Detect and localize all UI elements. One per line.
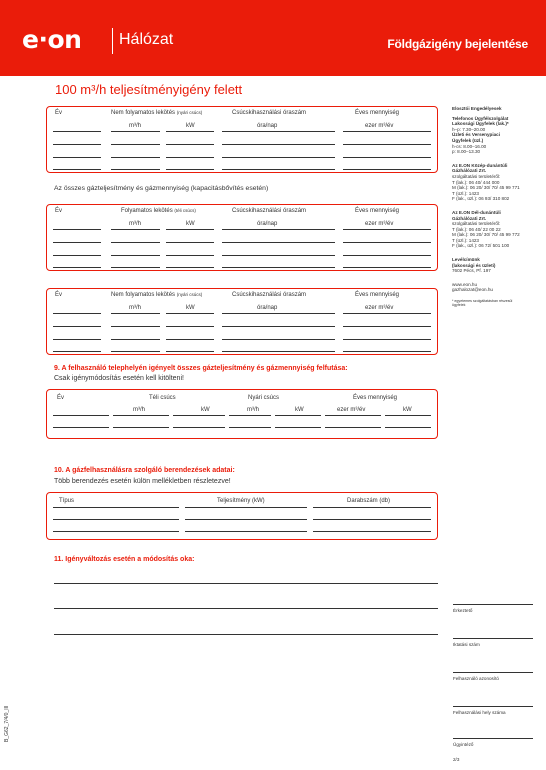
field-line[interactable] [166, 242, 214, 243]
field-line[interactable] [275, 427, 321, 428]
field-line[interactable] [222, 242, 335, 243]
field-line[interactable] [53, 157, 101, 158]
field-line[interactable] [185, 531, 307, 532]
field-line[interactable] [222, 351, 335, 352]
reason-line[interactable] [54, 608, 438, 609]
section-9-title: 9. A felhasználó telephelyén igényelt összes gázteljesítmény és gázmennyiség felfutása: [54, 365, 348, 372]
field-line[interactable] [53, 255, 101, 256]
field-line[interactable] [166, 313, 214, 314]
section-heading: 100 m³/h teljesítményigény felett [55, 82, 243, 97]
unit-hours: óra/nap [257, 123, 278, 129]
contact-sidebar [452, 106, 544, 308]
unit-m3h: m³/h [247, 407, 259, 413]
page-header [0, 0, 546, 76]
field-line[interactable] [166, 267, 214, 268]
footnote: * egyetemes szolgáltatásban részesül [452, 299, 513, 304]
col-header-interruptible [111, 292, 202, 298]
field-line[interactable] [53, 313, 101, 314]
unit-m3h: m³/h [129, 123, 141, 129]
company-contact: szolgáltatási területéről: [452, 173, 501, 179]
col-header-annual: Éves mennyiség [355, 292, 400, 298]
email-link[interactable]: gazhalozat@eon.hu [452, 287, 493, 293]
logo-divider [112, 28, 113, 54]
unit-kw: kW [186, 221, 195, 227]
col-header-peak-hours: Csúcskihasználási óraszám [232, 292, 307, 298]
section-9-subtitle: Csak igénymódosítás esetén kell kitölteni! [54, 375, 184, 382]
field-line[interactable] [222, 157, 335, 158]
capacity-expansion-note: Az összes gázteljesítmény és gázmennyiség (kapacitásbővítés esetén) [54, 185, 269, 192]
office-field-label: Felhasználási hely száma [453, 710, 506, 715]
brand-subtitle: Hálózat [119, 31, 174, 48]
hotline-hours: h–p: 7.30–20.00 [452, 126, 486, 132]
hotline-heading: Lakossági Ügyfelek (lak.)* [452, 121, 509, 127]
office-field-line[interactable] [453, 638, 533, 639]
unit-hours: óra/nap [257, 221, 278, 227]
unit-kw: kW [201, 407, 210, 413]
col-header-text: Folyamatos lekötés [121, 208, 173, 214]
website-link[interactable]: www.eon.hu [452, 281, 478, 287]
hotline-heading: Ügyfelek (üzl.) [452, 137, 484, 143]
field-line[interactable] [166, 157, 214, 158]
field-line[interactable] [111, 229, 160, 230]
field-line[interactable] [166, 326, 214, 327]
field-line[interactable] [325, 415, 381, 416]
field-line[interactable] [53, 169, 101, 170]
unit-kw: kW [186, 123, 195, 129]
hotline-heading: Telefonos Ügyfélszolgálat [452, 115, 509, 121]
field-line[interactable] [166, 255, 214, 256]
field-line[interactable] [113, 415, 169, 416]
col-header-interruptible [111, 110, 202, 116]
reason-line[interactable] [54, 634, 438, 635]
unit-m3h: m³/h [129, 305, 141, 311]
field-line[interactable] [343, 144, 431, 145]
col-header-note: (téli csúcs) [174, 208, 196, 213]
field-line[interactable] [166, 144, 214, 145]
field-line[interactable] [385, 427, 431, 428]
page-number: 2/3 [453, 757, 460, 762]
field-line[interactable] [185, 507, 307, 508]
field-line[interactable] [53, 339, 101, 340]
unit-annual: ezer m³/év [337, 407, 366, 413]
office-field-label: Iktatási szám [453, 642, 480, 647]
field-line[interactable] [275, 415, 321, 416]
col-header-year: Év [55, 208, 63, 214]
field-line[interactable] [166, 351, 214, 352]
document-code: B_G62_7/4/0_III [4, 705, 10, 742]
field-line[interactable] [53, 519, 179, 520]
field-line[interactable] [343, 339, 431, 340]
unit-annual: ezer m³/év [365, 305, 394, 311]
office-field-label: Felhasználó azonosító [453, 676, 499, 681]
hotline-heading: Üzleti és Versenypiaci [452, 132, 501, 138]
unit-annual: ezer m³/év [365, 123, 394, 129]
field-line[interactable] [111, 131, 160, 132]
company-name: Gázhálózati Zrt. [452, 215, 487, 221]
company-contact: T (üzl.): 1423 [452, 237, 479, 243]
col-header-note: (nyári csúcs) [176, 292, 203, 297]
field-line[interactable] [173, 415, 225, 416]
office-title: Elosztói Engedélyesek [452, 106, 502, 111]
col-header-year: Év [55, 110, 63, 116]
field-line[interactable] [113, 427, 169, 428]
company-contact: F (lak., üzl.): 06 93/ 310 802 [452, 196, 510, 202]
field-line[interactable] [325, 427, 381, 428]
field-line[interactable] [53, 351, 101, 352]
footnote: ügyfelek [452, 303, 466, 308]
field-line[interactable] [111, 169, 160, 170]
col-header-text: Nem folyamatos lekötés [111, 110, 176, 116]
unit-kw: kW [403, 407, 412, 413]
col-header-note: (nyári csúcs) [176, 110, 203, 115]
col-header-peak-hours: Csúcskihasználási óraszám [232, 208, 307, 214]
field-line[interactable] [166, 339, 214, 340]
col-header-year: Év [57, 395, 65, 401]
field-line[interactable] [313, 531, 431, 532]
mail-heading: (lakossági és üzleti) [452, 262, 496, 268]
field-line[interactable] [222, 131, 335, 132]
field-line[interactable] [343, 313, 431, 314]
field-line[interactable] [166, 229, 214, 230]
unit-kw: kW [295, 407, 304, 413]
company-contact: T (lak.): 06 40/ 22 00 22 [452, 226, 501, 232]
capacity-table-3 [46, 288, 438, 355]
company-contact: M (lak.): 06 20/ 30/ 70/ 45 99 771 [452, 185, 520, 191]
field-line[interactable] [111, 144, 160, 145]
field-line[interactable] [53, 427, 109, 428]
office-field-label: Ügyintéző [453, 742, 474, 747]
col-header-annual: Éves mennyiség [355, 208, 400, 214]
company-name: Az E.ON Közép-dunántúli [452, 162, 508, 168]
field-line[interactable] [53, 229, 101, 230]
unit-hours: óra/nap [257, 305, 278, 311]
field-line[interactable] [53, 131, 101, 132]
section-11-title: 11. Igényváltozás esetén a módosítás oka: [54, 556, 195, 563]
capacity-table-2 [46, 204, 438, 271]
col-header-year: Év [55, 292, 63, 298]
field-line[interactable] [343, 157, 431, 158]
field-line[interactable] [53, 326, 101, 327]
office-field-line[interactable] [453, 604, 533, 605]
company-name: Az E.ON Dél-dunántúli [452, 209, 501, 215]
company-contact: F (lak., üzl.): 06 72/ 501 100 [452, 243, 510, 249]
hotline-hours: h-cs: 8.00–16.00 [452, 143, 487, 149]
col-header-text: Nem folyamatos lekötés [111, 292, 176, 298]
col-header-peak-hours: Csúcskihasználási óraszám [232, 110, 307, 116]
office-field-label: Érkeztető [453, 608, 473, 613]
field-line[interactable] [111, 242, 160, 243]
unit-m3h: m³/h [129, 221, 141, 227]
field-line[interactable] [166, 169, 214, 170]
field-line[interactable] [343, 351, 431, 352]
field-line[interactable] [313, 519, 431, 520]
form-title: Földgázigény bejelentése [387, 37, 528, 51]
field-line[interactable] [222, 267, 335, 268]
company-contact: szolgáltatási területéről: [452, 221, 501, 227]
office-field-line[interactable] [453, 706, 533, 707]
field-line[interactable] [229, 427, 271, 428]
field-line[interactable] [53, 144, 101, 145]
field-line[interactable] [185, 519, 307, 520]
capacity-table-1 [46, 106, 438, 173]
col-header-quantity: Darabszám (db) [347, 498, 391, 504]
field-line[interactable] [343, 242, 431, 243]
field-line[interactable] [222, 313, 335, 314]
col-header-type: Típus [59, 498, 75, 504]
field-line[interactable] [222, 339, 335, 340]
field-line[interactable] [53, 242, 101, 243]
unit-kw: kW [186, 305, 195, 311]
field-line[interactable] [53, 507, 179, 508]
field-line[interactable] [53, 267, 101, 268]
field-line[interactable] [222, 169, 335, 170]
field-line[interactable] [313, 507, 431, 508]
field-line[interactable] [222, 229, 335, 230]
field-line[interactable] [343, 255, 431, 256]
col-header-capacity: Teljesítmény (kW) [217, 498, 265, 504]
field-line[interactable] [229, 415, 271, 416]
office-field-line[interactable] [453, 738, 533, 739]
reason-line[interactable] [54, 583, 438, 584]
mail-address: 7602 Pécs, Pf. 197 [452, 268, 491, 274]
field-line[interactable] [343, 169, 431, 170]
field-line[interactable] [111, 267, 160, 268]
field-line[interactable] [111, 339, 160, 340]
hotline-hours: p: 8.00–13.30 [452, 149, 481, 155]
field-line[interactable] [222, 326, 335, 327]
field-line[interactable] [222, 255, 335, 256]
field-line[interactable] [111, 351, 160, 352]
col-header-firm [121, 208, 196, 214]
office-field-line[interactable] [453, 672, 533, 673]
field-line[interactable] [111, 157, 160, 158]
col-header-winter-peak: Téli csúcs [149, 395, 176, 401]
ramp-up-table [46, 389, 438, 439]
field-line[interactable] [222, 144, 335, 145]
mail-heading: Levélcímünk [452, 257, 480, 263]
field-line[interactable] [343, 229, 431, 230]
field-line[interactable] [111, 326, 160, 327]
field-line[interactable] [53, 415, 109, 416]
field-line[interactable] [166, 131, 214, 132]
col-header-annual: Éves mennyiség [353, 395, 398, 401]
unit-m3h: m³/h [133, 407, 145, 413]
field-line[interactable] [385, 415, 431, 416]
eon-logo: e·on [22, 25, 82, 54]
field-line[interactable] [343, 326, 431, 327]
equipment-table [46, 492, 438, 540]
unit-annual: ezer m³/év [365, 221, 394, 227]
field-line[interactable] [53, 531, 179, 532]
field-line[interactable] [343, 267, 431, 268]
field-line[interactable] [111, 313, 160, 314]
company-contact: M (lak.): 06 20/ 30/ 70/ 45 99 772 [452, 232, 520, 238]
company-contact: T (üzl.): 1423 [452, 190, 479, 196]
company-contact: T (lak.): 06 40/ 444 000 [452, 179, 500, 185]
field-line[interactable] [111, 255, 160, 256]
field-line[interactable] [343, 131, 431, 132]
col-header-summer-peak: Nyári csúcs [248, 395, 280, 401]
col-header-annual: Éves mennyiség [355, 110, 400, 116]
company-name: Gázhálózati Zrt. [452, 168, 487, 174]
field-line[interactable] [173, 427, 225, 428]
section-10-subtitle: Több berendezés esetén külön mellékletben részletezve! [54, 478, 231, 485]
section-10-title: 10. A gázfelhasználásra szolgáló berendezések adatai: [54, 467, 235, 474]
